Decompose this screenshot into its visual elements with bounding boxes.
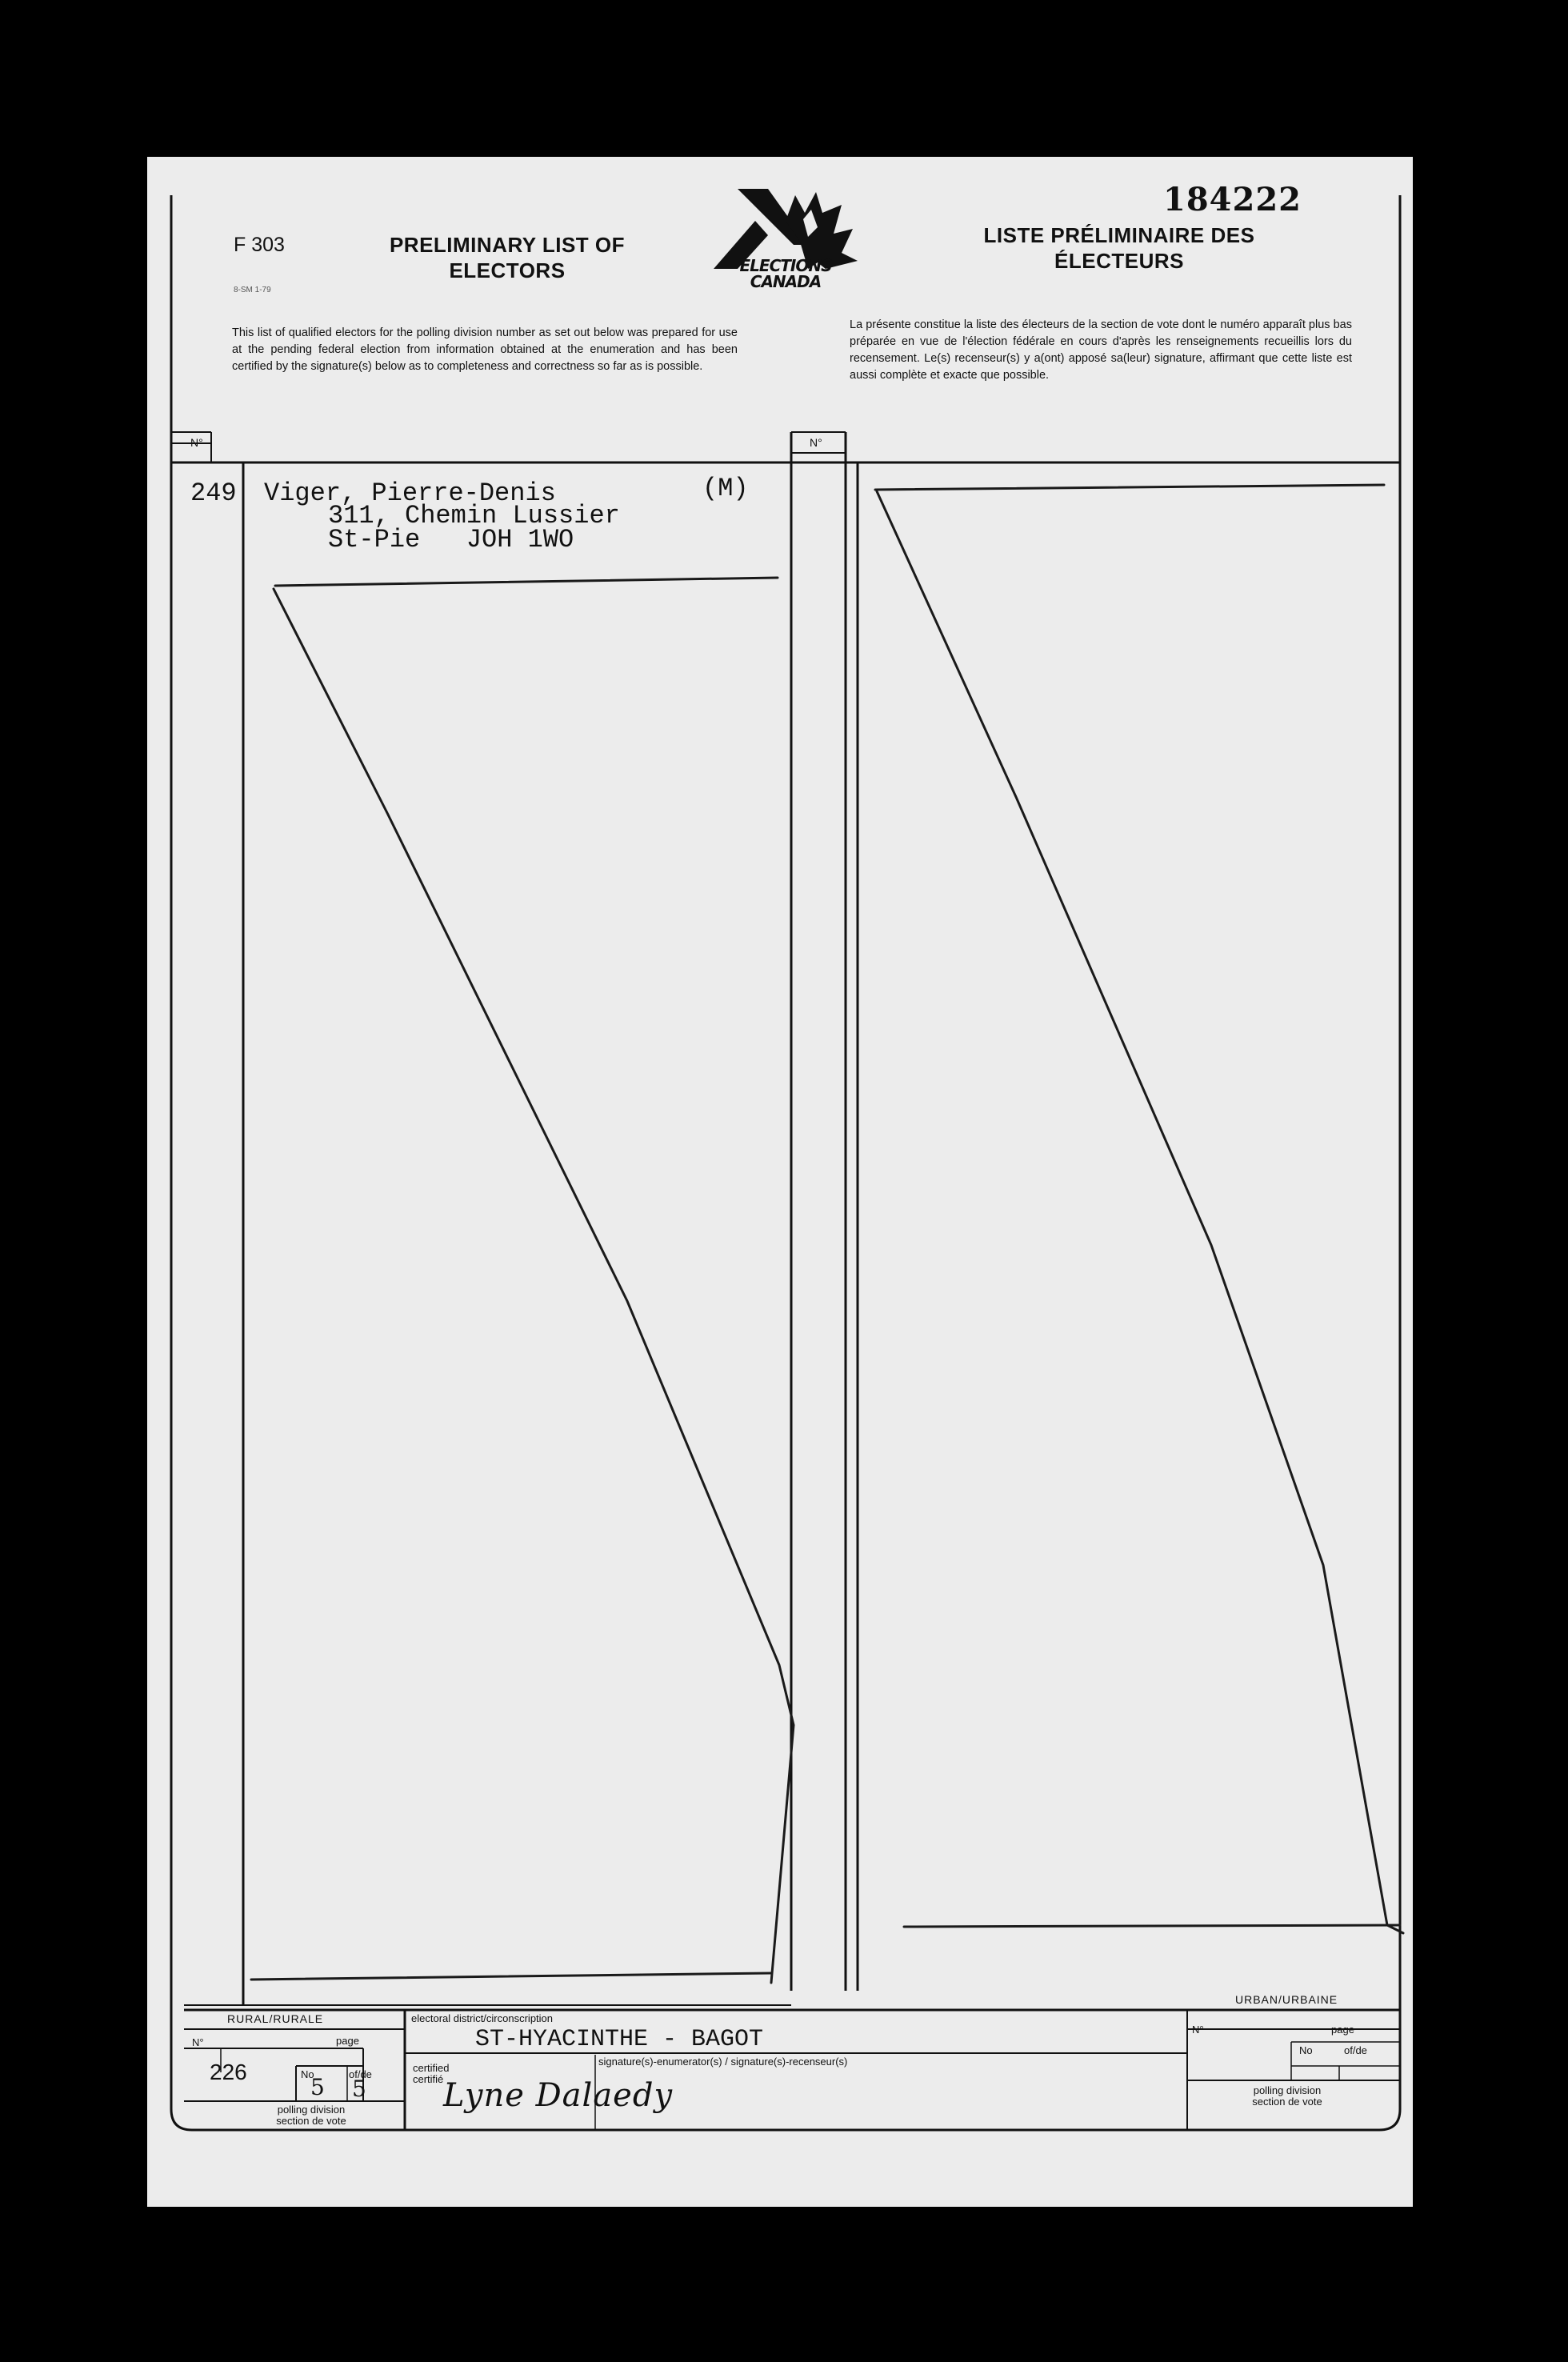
title-english <box>347 232 667 283</box>
entry-locality: St-Pie JOH 1WO <box>328 525 574 554</box>
urban-polling-division-en: polling division <box>1253 2084 1322 2096</box>
logo-canada-text: CANADA <box>750 272 822 291</box>
entry-name: Viger, Pierre-Denis <box>264 478 556 508</box>
page-total-value: 5 <box>352 2076 366 2102</box>
logo-elections-text: ELECTIONS <box>739 256 832 275</box>
serial-number: 184222 <box>1163 181 1302 218</box>
urban-of-label: of/de <box>1344 2044 1367 2056</box>
intro-french: La présente constitue la liste des électeurs de la section de vote dont le numéro apparaît plus bas préparée en vue de l'élection fédérale en cours d'après les renseignements recueillis lors du recensement. Le(s) recenseur(s) y a(ont) apposé sa(leur) signature, affirmant que cette liste est aussi complète et exacte que possible. <box>850 318 1352 382</box>
elections-canada-logo <box>706 189 866 309</box>
entry-address: 311, Chemin Lussier <box>328 501 620 530</box>
title-english-line2: ELECTORS <box>449 258 566 282</box>
urban-label: URBAN/URBAINE <box>1235 1993 1338 2006</box>
page-number-label: No <box>301 2068 314 2080</box>
title-french-line2: ÉLECTEURS <box>1054 249 1184 273</box>
urban-number-label: N° <box>1192 2024 1204 2036</box>
form-rule-lines <box>147 157 1413 2207</box>
page-of-label: of/de <box>349 2068 372 2080</box>
title-english-line1: PRELIMINARY LIST OF <box>389 233 626 257</box>
entry-number: 249 <box>190 478 237 508</box>
column-number-label-right: N° <box>810 436 822 449</box>
signature-label: signature(s)-enumerator(s) / signature(s)-recenseur(s) <box>598 2056 848 2068</box>
district-label: electoral district/circonscription <box>411 2012 554 2024</box>
polling-division-number: 226 <box>210 2060 247 2084</box>
rural-polling-division-label <box>243 2104 379 2127</box>
rural-number-label: N° <box>192 2036 204 2048</box>
urban-page-number-label: No <box>1299 2044 1313 2056</box>
rural-label: RURAL/RURALE <box>227 2012 324 2025</box>
form-number: F 303 <box>234 234 285 256</box>
intro-english: This list of qualified electors for the polling division number as set out below was prepared for use at the pending federal election from information obtained at the enumeration and has been certified by the signature(s) below as to completeness and correctness so far as is possible. <box>232 326 738 373</box>
urban-page-label: page <box>1331 2024 1354 2036</box>
rural-page-label: page <box>336 2035 359 2047</box>
column-number-label-left: N° <box>190 436 203 449</box>
title-french-line1: LISTE PRÉLIMINAIRE DES <box>983 223 1255 247</box>
form-sheet <box>147 157 1413 2207</box>
title-french <box>947 222 1291 274</box>
district-value: ST-HYACINTHE - BAGOT <box>475 2026 764 2053</box>
certified-label-fr: certifié <box>413 2073 444 2085</box>
rural-polling-division-en: polling division <box>277 2104 346 2116</box>
entry-gender: (M) <box>702 474 749 503</box>
form-print-code: 8-SM 1-79 <box>234 286 271 294</box>
enumerator-signature: Lyne Dalaedy <box>443 2077 674 2114</box>
certified-label-en: certified <box>413 2062 450 2074</box>
urban-polling-division-label <box>1219 2085 1355 2108</box>
page-number-value: 5 <box>310 2074 325 2100</box>
rural-polling-division-fr: section de vote <box>276 2115 346 2127</box>
urban-polling-division-fr: section de vote <box>1252 2096 1322 2108</box>
